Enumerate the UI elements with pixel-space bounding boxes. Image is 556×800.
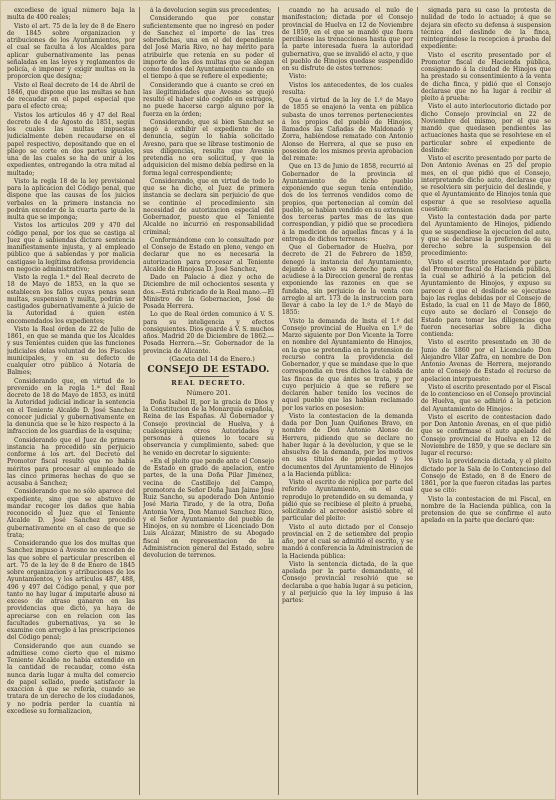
- paragraph: Visto la contestacion de la demanda dada por Don Juan Quiñones Bravo, en nombre de Don Antonio Alonso de Herrera, pidiendo que se declare no haber lugar á la devolucion, y que se le absuelva de la demanda, por los motivos en sus títulos de propiedad y los documentos del Ayuntamiento de Hinojos a la Hacienda pública:: [282, 412, 413, 478]
- paragraph: á la devolucion según sus precedentes;: [150, 7, 272, 14]
- paragraph: signada para su caso la protesta de nulidad de todo lo actuado; á que se dejara sin efecto su defensa á suspension técnica del deslinde de la finca, reintegrándose la recepcion á prueba del expediente:: [421, 7, 551, 51]
- paragraph: Considerando que á cuanto se creó en las ilegitimidades que Avesno se quejó resultó el haber sido cogido en estragos, no puede hacerse cargo alguno por la fuerza en la órden;: [143, 81, 274, 118]
- paragraph: Visto el auto interlocutorio dictado por dicho Consejo provincial en 22 de Noviembre del mismo, por el que se mandó que quedasen pendientes las actuaciones hasta que se resolviese en el particular sobre el expediente de deslinde:: [421, 103, 551, 154]
- paragraph: Lo que de Real órden comunico á V. S. para su inteligencia y efectos consiguientes. Dios guarde á V. S. muchos años. Madrid 20 de Diciembre de 1862.—Posada Herrera.—Sr. Gobernador de la provincia de Alicante.: [143, 311, 274, 355]
- paragraph: Visto el escrito presentado por el Promotor fiscal de Hacienda pública, consignando á la ciudad de Hinojos que ha prestado su consentimiento á la venta de dicha finca, y pidió que el Consejo declarase que no ha lugar á recibir el pleito á prueba:: [421, 51, 551, 102]
- decree-number: Número 201.: [186, 388, 231, 397]
- paragraph: Visto la contestación dada por parte del Ayuntamiento de Hinojos, pidiendo que se suspendiese la ejecucion del auto, y que se declarase la preferencia de su derecho sobre la suspension del procedimiento:: [421, 214, 551, 258]
- column-4: [421, 7, 551, 795]
- paragraph: Que á virtud de la ley de 1.º de Mayo de 1855 se enajenó la venta en pública subasta de unos terrenos pertenecientes á los propios del pueblo de Hinojos, llamados las Cañadas de Maldonado y Zorra, habiéndose rematado con Antonio Alonso de Herrera, al que se puso en posesion de los mismos previa aprobacion del remate:: [282, 97, 413, 162]
- paragraph: excediese de igual número baja la multa de 400 reales;: [7, 7, 135, 22]
- gazette-reference: (Gaceta del 14 de Enero.): [169, 354, 255, 363]
- paragraph: Visto el escrito presentado en 30 de Junio de 1860 por el Licenciado Don Alejandro Vilar Zafra, en nombre de Don Antonio Avenas de Herrera, mejorando ante el Consejo de Estado el recurso de apelacion interpuesto:: [421, 339, 551, 383]
- paragraph: Visto el art. 75 de la ley de 8 de Enero de 1845 sobre organizacion y atribuciones de los Ayuntamientos, por el cual se faculta á los Alcaldes para aplicar gubernativamente las penas señaladas en las leyes y reglamentos de policía, é imponer y exigir multas en la proporcion que designa;: [7, 22, 135, 81]
- divider: [189, 376, 229, 377]
- paragraph: Vistos los antecedentes, de los cuales resulta:: [282, 81, 413, 96]
- paragraph: cuando no ha acusado el nulo de manifestacion; dictada por el Consejo provincial de Huelva en 12 de Noviembre de 1859, en el que se mandó que fuera percibiese las trenacciones hasta que por la parte interesada fuera la autoridad gubernativa, que se invalidó el acto, y que el pueblo de Hinojos quedase suspendido en su disfrute de estos terrenos:: [282, 7, 413, 72]
- paragraph: Considerando que aun cuando se admitiese como cierto que el mismo Teniente Alcalde no había extendido en la cantidad de recaudar, como ésta nunca daría lugar á multa del comercio de papel sellado, puede satisfacer la exaccion á que se refería, cuando se tratara de un derecho de los ciudadanos, y no podría perder la cuantía ni excediese su formalizacion,: [7, 642, 135, 715]
- column-3: [282, 7, 413, 795]
- section-title: CONSEJO DE ESTADO.: [147, 364, 270, 375]
- paragraph: Considerando que por constar suficientemente que no ingresó en poder de Sanchez el importe de las tres sobredichas, una en el del dependiente del José María Rivo, no hay mérito para atribuirle que retenía en su poder el importe de las dos multas que se alegan como fondos del Ayuntamiento cuando en el tiempo á que se refiere el expediente;: [143, 15, 274, 81]
- paragraph: Dado en Palacio á diez y ocho de Diciembre de mil ochocientos sesenta y dos.—Está rubricado de la Real mano.—El Ministro de la Gobernacion, José de Posada Herrera.: [143, 274, 274, 310]
- paragraph: Visto el escrito presentado por el Fiscal de lo contencioso en el Consejo provincial de Huelva, que se adhirió á la peticion del Ayuntamiento de Hinojos:: [421, 383, 551, 413]
- column-rule: [417, 7, 418, 795]
- paragraph: Considerando que los dos multas que Sanchez impuso á Avesno no exceden de las que sobre el particular prescriben el art. 75 de la ley de 8 de Enero de 1845 sobre organizacion y atribuciones de los Ayuntamientos, y los artículos 487, 488, 496 y 497 del Código penal, y que por tanto no hay lugar á imputarle abuso ni exceso de atraso ganaron en las providencias que dictó, ya haya de apreciarse con en relacion con las facultades gubernativas, ya se le examine con arreglo á las prescripciones del Código penal;: [7, 540, 135, 642]
- paragraph: Visto la demanda de lnsta el 1.º del Consejo provincial de Huelva en 1.º de Marzo siguiente por Don Vicente la Torre en nombre del Ayuntamiento de Hinojos, en la que se pretendia en la pretension de recurso contra la providencia del Gobernador, y que se mandase que lo que correspondia en tres dichos la cabida de las fincas de que ántes se trata, y por cuyo perjuicio á que se refiere se declaren haber tenido los vecinos de aquel pueblo que las habian reclamado por los varios en posesion:: [282, 317, 413, 412]
- decree-heading: REAL DECRETO.: [171, 379, 246, 388]
- paragraph: Visto el escrito de contestacion dado por Don Antonio Avenas, en el que pidió que se confirmase el auto apelado del Consejo provincial de Huelva en 12 de Noviembre de 1859, y que se declare sin lugar el recurso:: [421, 413, 551, 457]
- column-rule: [278, 7, 279, 795]
- paragraph: «En el pleito que pende ante el Consejo de Estado en grado de apelacion, entre partes, de la una Doña Pilar Jiménez, vecina de Castillejo del Campo, promotora de Señor Doña Juan Jaime José Ruiz Sancho, su apoderado Don Antonio José Maria Tirado, y de la otra, Doña Antonia Vera, Don Manuel Sanchez Rico, y el Señor Ayuntamiento del pueblo de Hinojos, en su nombre el Licenciado Don Luis Alcázar, Ministro de su Abogado fiscal en representacion de la Administracion general del Estado, sobre devolucion de terrenos.: [143, 457, 274, 559]
- paragraph: Vistos los artículos 209 y 470 del código penal, por los que se castiga al Juez que á sabiendas dictare sentencia manifiestamente injusta, y al empleado público que á sabiendas y por malicia castigase la legítima defensa providencia en negocio administrativo;: [7, 222, 135, 273]
- paragraph: Visto:: [289, 73, 307, 81]
- paragraph: Conformándome con lo consultado por el Consejo de Estado en pleno, vengo en declarar que no es necesaria la autorizacion para procesar al Teniente Alcalde de Hinojosa D. José Sanchez,: [143, 236, 274, 273]
- paragraph: Visto la Real órden de 22 de Julio de 1861, en que se manda que los Alcaldes y sus Tenientes cuiden que las funciones judiciales delas voluntad de los Fiscales municipales, y en su defecto de cualquier otro público á Notaría de Balmes;: [7, 325, 135, 377]
- paragraph: Visto la providencia dictada, y el pleito dictado por la Sala de lo Contencioso del Consejo de Estado, en 8 de Enero de 1861, por la que fueron citadas las partes que se citó:: [421, 458, 551, 495]
- paragraph: Considerando que, en virtud de lo prevenido en la regla 1.ª del Real decreto de 18 de Mayo de 1853, es inútil la Autoridad judicial indicar la sentencia en el Teniente Alcalde D. José Sanchez conocer judicial y gubernativamente en la denuncia que se le hizo respecto á la infraccion de los guardias de la esquina;: [7, 377, 135, 436]
- paragraph: Visto el escrito presentado por parte de Don Antonio Avenas en 25 del propio mes, en el que pidió que el Consejo, interpretando dicho auto, declarase que se resolviera sin perjuicio del deslinde, y que el Ayuntamiento de Hinojos tenía que esperar á que se resolviese aquella cuestión:: [421, 155, 551, 213]
- paragraph: Visto la contestacion de mi Fiscal, en nombre de la Hacienda pública, con la pretension de que se confirme el auto apelado en la parte que declaró que:: [421, 495, 551, 525]
- paragraph: Visto la regla 18 de la ley provisional para la aplicacion del Código penal, que dispone que las causas de los juicios verbales en la primera instancia no podrán exceder de la cuarta parte de la multa que se imponga;: [7, 177, 135, 221]
- paragraph: Visto la sentencia dictada, de la que apelada por la parte demandante, el Consejo provincial resolvió que se declaraba a que había lugar á su peticion, y al perjuicio que la ley impuso á las partes:: [282, 560, 413, 604]
- paragraph: Visto el auto dictado por el Consejo provincial en 2 de setiembre del propio año, por el cual se admitió el escrito, y se mandó á conferencia la Administracion de la Hacienda pública:: [282, 523, 413, 560]
- paragraph: Considerando que no sólo aparece del expediente, sino que se abstuvo de mandar recoger los daños que había reconocido el Juez que el Teniente Alcalde D. José Sanchez procedió gubernativamente en el caso de que se trata;: [7, 488, 135, 539]
- paragraph: Que el Gobernador de Huelva, por decreto de 21 de Febrero de 1859, denegó la instancia del Ayuntamiento, dejando á salvo su derecho para que acudiese á la Direccion general de rentas exponiendo las razones en que se fundaba, sin perjuicio de la venta con arreglo al art. 173 de la instruccion para llevar á cabo la ley de 1.º de Mayo de 1855:: [282, 244, 413, 317]
- paragraph: Visto el Real decreto de 14 de Abril de 1846, que dispone que las multas se han de recaudar en el papel especial que para el efecto crea;: [7, 81, 135, 111]
- paragraph: Que en 13 de Junio de 1858, recurrió al Gobernador de la provincia el Ayuntamiento de dicho pueblo exponiendo que segun tenía entendido, dos de los terrenos vendidos como de propios, que pertenecian al común del pueblo, se habian vendido en su extension dos terceras partes mas de las que correspondian, y pidió que se procediera á la medicion de aquellas fincas y á la entrega de dichos terrenos:: [282, 163, 413, 243]
- column-2: [143, 7, 274, 795]
- paragraph: Considerando que el Juez de primera instancia ha procedido sin perjuicio conforme á los art. del Decreto del Promotor fiscal resultó que no había méritos para procesar al empleado de las cinco primeras hechas de que se acusaba á Sanchez;: [7, 436, 135, 487]
- paragraph: Considerando, que si bien Sanchez se negó á exhibir el expediente de la denuncia, según lo había solicitado Avesno, para que se librase testimonio de sus diligencias, resulta que Avesnio pretendía no era solicitud, y que la adquisicion del mismo debía pedirse en la forma legal correspondiente;: [143, 118, 274, 177]
- paragraph: Considerando, que en virtud de todo lo que se ha dicho, el Juez de primera instancia se declara sin perjuicio de que se continúe el procedimiento sin necesidad de autorizacion especial del Gobernador, puesto que el Teniente Alcalde no incurrió en responsabilidad criminal;: [143, 177, 274, 236]
- paragraph: Visto el escrito presentado por parte del Promotor fiscal de Hacienda pública, la cual se adhirió á la peticion del Ayuntamiento de Hinojos, y expuso su parecer á que el deslinde se ejecutase bajo las reglas debidas por el Consejo de Estado, la cual en 11 de Mayo de 1860, cuyo auto se declaró el Consejo de Estado para tomar las diligencias que fueron necesarias sobre la dicha contienda:: [421, 258, 551, 338]
- paragraph: Visto la regla 1.ª del Real decreto de 18 de Mayo de 1853, en la que se establecen los fallos cuyas penas sean multas, suspension y multa, podrán ser castigados gubernativamente á juicio de la Autoridad á quien estén encomendados los expedientes;: [7, 274, 135, 325]
- column-rule: [139, 7, 140, 795]
- paragraph: Visto el escrito de réplica por parte del referido Ayuntamiento, en el cual reprodujo lo pretendido en su demanda, y pidió que se recibiese el pleito á prueba, solicitando al acreedor asistió sobre el particular del pleito:: [282, 479, 413, 523]
- paragraph: Vistos los artículos 46 y 47 del Real decreto de 4 de Agosto de 1851, según los cuales las multas impuestas judicialmente deben recaudarse en el papel respectivo, depositando que en el pliego se corte en dos partes iguales, una de las cuales se ha de unir á los expedientes, entregando la otra mitad al multado;: [7, 111, 135, 177]
- column-1: [7, 7, 135, 795]
- paragraph: Doña Isabel II, por la gracia de Dios y la Constitucion de la Monarquía española, Reina de las Españas. Al Gobernador y Consejo provincial de Huelva, y á cualesquiera otros Autoridades y personas á quienes lo tocare su observancia y cumplimiento, sabed: que he venido en decretar lo siguiente:: [143, 398, 274, 457]
